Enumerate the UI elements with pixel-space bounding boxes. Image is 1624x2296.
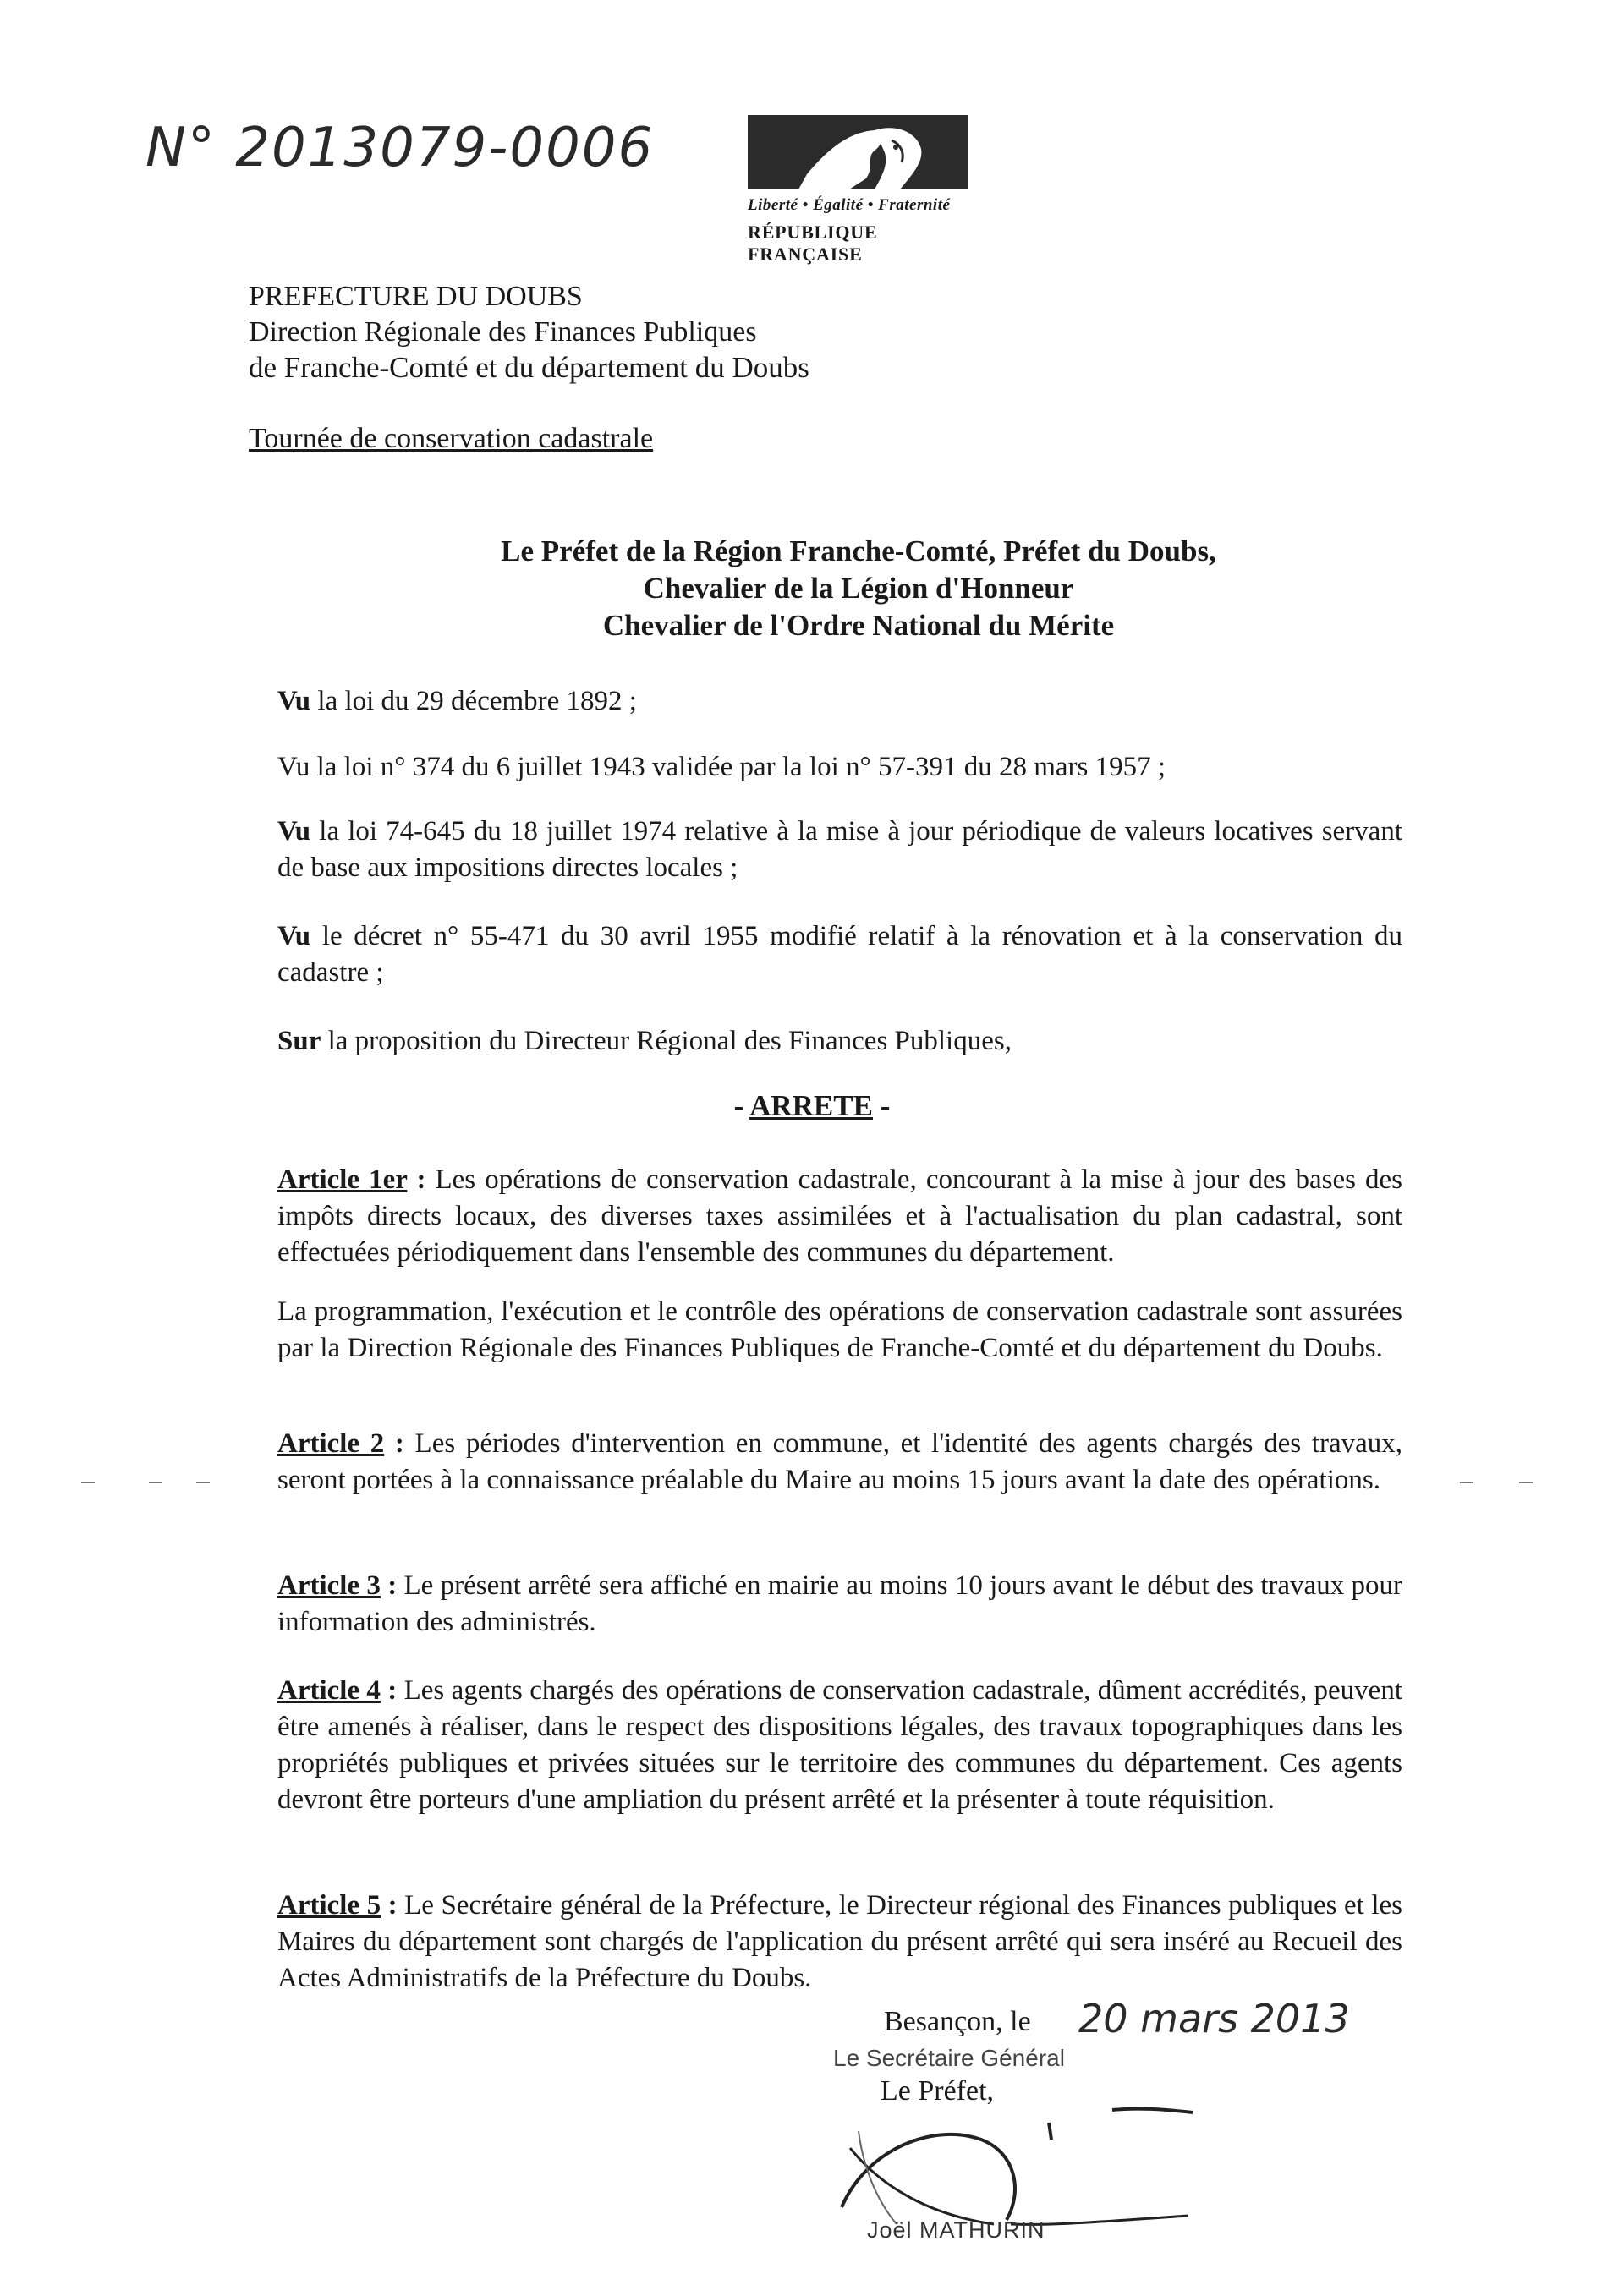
secretaire-general-stamp: Le Secrétaire Général <box>833 2045 1065 2071</box>
republique-francaise-logo <box>748 115 968 266</box>
arrete-prefix: - <box>733 1089 750 1122</box>
handwritten-reference-number: N° 2013079-0006 <box>145 117 655 179</box>
article-paragraph <box>277 1673 1402 1818</box>
direction-name: Direction Régionale des Finances Publiques <box>249 316 757 348</box>
article-label: Article 4 <box>277 1675 381 1706</box>
article-text: Les périodes d'intervention en commune, et l'identité des agents chargés des travaux, seront portées à la connaissance préalable du Maire au moins 15 jours avant la date des opérations. <box>277 1428 1402 1495</box>
article-separator: : <box>380 1675 404 1706</box>
visa-text: la loi du 29 décembre 1892 ; <box>310 686 637 716</box>
marianne-logo-icon <box>748 115 968 189</box>
article-paragraph <box>277 1426 1402 1499</box>
prefecture-name: PREFECTURE DU DOUBS <box>249 281 583 312</box>
visa-lead: Vu <box>277 816 311 847</box>
article-text: Les opérations de conservation cadastrale, concourant à la mise à jour des bases des impôts directs locaux, des diverses taxes assimilées et à l'actualisation du plan cadastral, sont effectuées périodiquement dans l'ensemble des communes du département. <box>277 1164 1403 1268</box>
republique-francaise-label: RÉPUBLIQUE FRANÇAISE <box>748 222 878 265</box>
prefet-title-line-1: Le Préfet de la Région Franche-Comté, Préfet du Doubs, <box>501 534 1216 567</box>
article-separator: : <box>384 1428 415 1459</box>
prefet-title-block <box>279 533 1438 644</box>
handwritten-signature-icon <box>833 2097 1197 2233</box>
department-name: de Franche-Comté et du département du Doubs <box>249 351 809 384</box>
article-text: Le présent arrêté sera affiché en mairie au moins 10 jours avant le début des travaux pour information des administrés. <box>277 1570 1402 1637</box>
republic-motto: Liberté • Égalité • Fraternité <box>748 196 951 214</box>
visa-text: la loi 74-645 du 18 juillet 1974 relative à la mise à jour périodique de valeurs locatives servant de base aux impositions directes locales ; <box>277 816 1402 883</box>
scan-margin-mark <box>196 1482 210 1483</box>
scan-margin-mark <box>81 1482 95 1483</box>
visa-lead: Vu <box>277 686 311 716</box>
article-paragraph <box>277 1888 1402 1997</box>
visa-text: Vu la loi n° 374 du 6 juillet 1943 validée par la loi n° 57-391 du 28 mars 1957 ; <box>277 752 1166 782</box>
signatory-title: Le Préfet, <box>881 2075 995 2107</box>
article-text: La programmation, l'exécution et le contrôle des opérations de conservation cadastrale sont assurées par la Direction Régionale des Finances Publiques de Franche-Comté et du département du Doubs. <box>277 1296 1402 1363</box>
prefet-title-line-2: Chevalier de la Légion d'Honneur <box>643 572 1074 605</box>
visa-paragraph <box>277 814 1402 886</box>
article-separator: : <box>407 1164 436 1195</box>
signature-date-handwritten: 20 mars 2013 <box>1078 1996 1350 2041</box>
visa-paragraph <box>277 1023 1402 1060</box>
article-label: Article 3 <box>277 1570 381 1601</box>
visa-text: la proposition du Directeur Régional des Finances Publiques, <box>321 1026 1012 1056</box>
visa-lead: Sur <box>277 1026 321 1056</box>
arrete-label: ARRETE <box>749 1089 873 1122</box>
article-label: Article 1er <box>277 1164 408 1195</box>
article-text: Le Secrétaire général de la Préfecture, le Directeur régional des Finances publiques et les Maires du département sont chargés de l'application du présent arrêté qui sera inséré au Recueil des Actes Administratifs de la Préfecture du Doubs. <box>277 1890 1402 1993</box>
scan-margin-mark <box>149 1482 162 1483</box>
visa-paragraph <box>277 918 1402 991</box>
article-label: Article 2 <box>277 1428 385 1459</box>
scan-margin-mark <box>1460 1482 1473 1483</box>
visa-text: le décret n° 55-471 du 30 avril 1955 modifié relatif à la rénovation et à la conservation du cadastre ; <box>277 921 1402 988</box>
scan-margin-mark <box>1519 1482 1533 1483</box>
article-text: Les agents chargés des opérations de conservation cadastrale, dûment accrédités, peuvent être amenés à réaliser, dans le respect des dispositions légales, des travaux topographiques dans les propriétés publiques et privées situées sur le territoire des communes du département. Ces agents devront être porteurs d'une ampliation du présent arrêté et la présenter à toute réquisition. <box>277 1675 1402 1815</box>
article-separator: : <box>380 1570 404 1601</box>
article-paragraph <box>277 1568 1402 1641</box>
prefet-title-line-3: Chevalier de l'Ordre National du Mérite <box>602 609 1115 642</box>
article-separator: : <box>381 1890 405 1921</box>
article-paragraph <box>277 1294 1402 1367</box>
document-subject: Tournée de conservation cadastrale <box>249 423 654 454</box>
signature-block <box>833 1996 1425 2275</box>
arrete-suffix: - <box>872 1089 891 1122</box>
visa-lead: Vu <box>277 921 311 951</box>
article-paragraph <box>277 1162 1402 1271</box>
visa-paragraph <box>277 683 1402 720</box>
issuing-authority <box>249 279 809 386</box>
visa-paragraph <box>277 749 1402 786</box>
signature-place: Besançon, le <box>884 2006 1031 2037</box>
arrete-heading <box>0 1089 1624 1123</box>
article-label: Article 5 <box>277 1890 381 1921</box>
signatory-name: Joël MATHURIN <box>867 2217 1045 2243</box>
